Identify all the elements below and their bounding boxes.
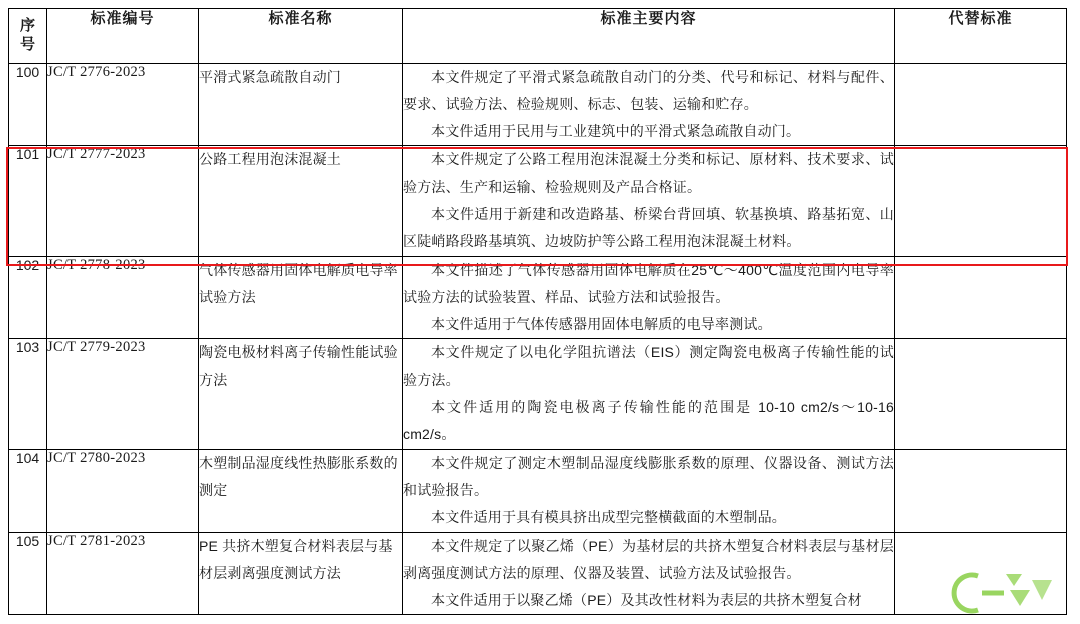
table-row [9, 63, 1067, 146]
row-name: 平滑式紧急疏散自动门 [199, 63, 403, 146]
row-name: PE 共挤木塑复合材料表层与基材层剥离强度测试方法 [199, 532, 403, 615]
document-page [0, 8, 1080, 624]
row-no: 104 [9, 449, 47, 532]
content-paragraph: 本文件适用于具有模具挤出成型完整横截面的木塑制品。 [431, 509, 786, 526]
row-name: 陶瓷电极材料离子传输性能试验方法 [199, 339, 403, 449]
table-row [9, 449, 1067, 532]
content-paragraph: 本文件适用于新建和改造路基、桥梁台背回填、软基换填、路基拓宽、山区陡峭路段路基填筑、边坡防护等公路工程用泡沫混凝土材料。 [403, 205, 894, 250]
column-header-replace: 代替标准 [895, 9, 1067, 64]
table-body [9, 63, 1067, 615]
row-name: 公路工程用泡沫混凝土 [199, 146, 403, 256]
row-replace [895, 449, 1067, 532]
content-paragraph: 本文件规定了以电化学阻抗谱法（EIS）测定陶瓷电极离子传输性能的试验方法。 [403, 344, 894, 388]
content-paragraph: 本文件描述了气体传感器用固体电解质在25℃～400℃温度范围内电导率试验方法的试验装置、样品、试验方法和试验报告。 [403, 261, 894, 305]
row-replace [895, 256, 1067, 339]
column-header-code: 标准编号 [47, 9, 199, 64]
row-name: 木塑制品湿度线性热膨胀系数的测定 [199, 449, 403, 532]
row-replace [895, 146, 1067, 256]
content-paragraph: 本文件规定了测定木塑制品湿度线膨胀系数的原理、仪器设备、测试方法和试验报告。 [403, 454, 894, 498]
row-content [403, 63, 895, 146]
row-code: JC/T 2776-2023 [47, 63, 199, 146]
content-paragraph: 本文件适用的陶瓷电极离子传输性能的范围是 10-10 cm2/s～10-16 cm2/s。 [403, 399, 894, 443]
row-no: 105 [9, 532, 47, 615]
row-no: 100 [9, 63, 47, 146]
row-no: 103 [9, 339, 47, 449]
row-code: JC/T 2779-2023 [47, 339, 199, 449]
row-content [403, 532, 895, 615]
table-header-row [9, 9, 1067, 64]
table-row [9, 339, 1067, 449]
content-paragraph: 本文件规定了公路工程用泡沫混凝土分类和标记、原材料、技术要求、试验方法、生产和运输、检验规则及产品合格证。 [403, 151, 894, 195]
column-header-content: 标准主要内容 [403, 9, 895, 64]
row-no: 101 [9, 146, 47, 256]
row-content [403, 256, 895, 339]
content-paragraph: 本文件适用于民用与工业建筑中的平滑式紧急疏散自动门。 [431, 123, 801, 140]
content-paragraph: 本文件规定了以聚乙烯（PE）为基材层的共挤木塑复合材料表层与基材层剥离强度测试方法的原理、仪器及装置、试验方法及试验报告。 [403, 537, 894, 581]
table-header [9, 9, 1067, 64]
row-code: JC/T 2778-2023 [47, 256, 199, 339]
row-code: JC/T 2780-2023 [47, 449, 199, 532]
table-row [9, 256, 1067, 339]
row-code: JC/T 2781-2023 [47, 532, 199, 615]
row-content [403, 449, 895, 532]
green-logo-watermark [948, 566, 1066, 618]
row-content [403, 339, 895, 449]
row-content [403, 146, 895, 256]
content-paragraph: 本文件规定了平滑式紧急疏散自动门的分类、代号和标记、材料与配件、要求、试验方法、检验规则、标志、包装、运输和贮存。 [403, 68, 894, 112]
column-header-name: 标准名称 [199, 9, 403, 64]
row-code: JC/T 2777-2023 [47, 146, 199, 256]
table-row [9, 532, 1067, 615]
row-no: 102 [9, 256, 47, 339]
standards-table [8, 8, 1067, 615]
row-replace [895, 63, 1067, 146]
row-replace [895, 339, 1067, 449]
column-header-no: 序 号 [9, 9, 47, 64]
content-paragraph: 本文件适用于以聚乙烯（PE）及其改性材料为表层的共挤木塑复合材 [431, 592, 862, 609]
table-row-highlighted [9, 146, 1067, 256]
content-paragraph: 本文件适用于气体传感器用固体电解质的电导率测试。 [431, 316, 772, 333]
row-name: 气体传感器用固体电解质电导率试验方法 [199, 256, 403, 339]
